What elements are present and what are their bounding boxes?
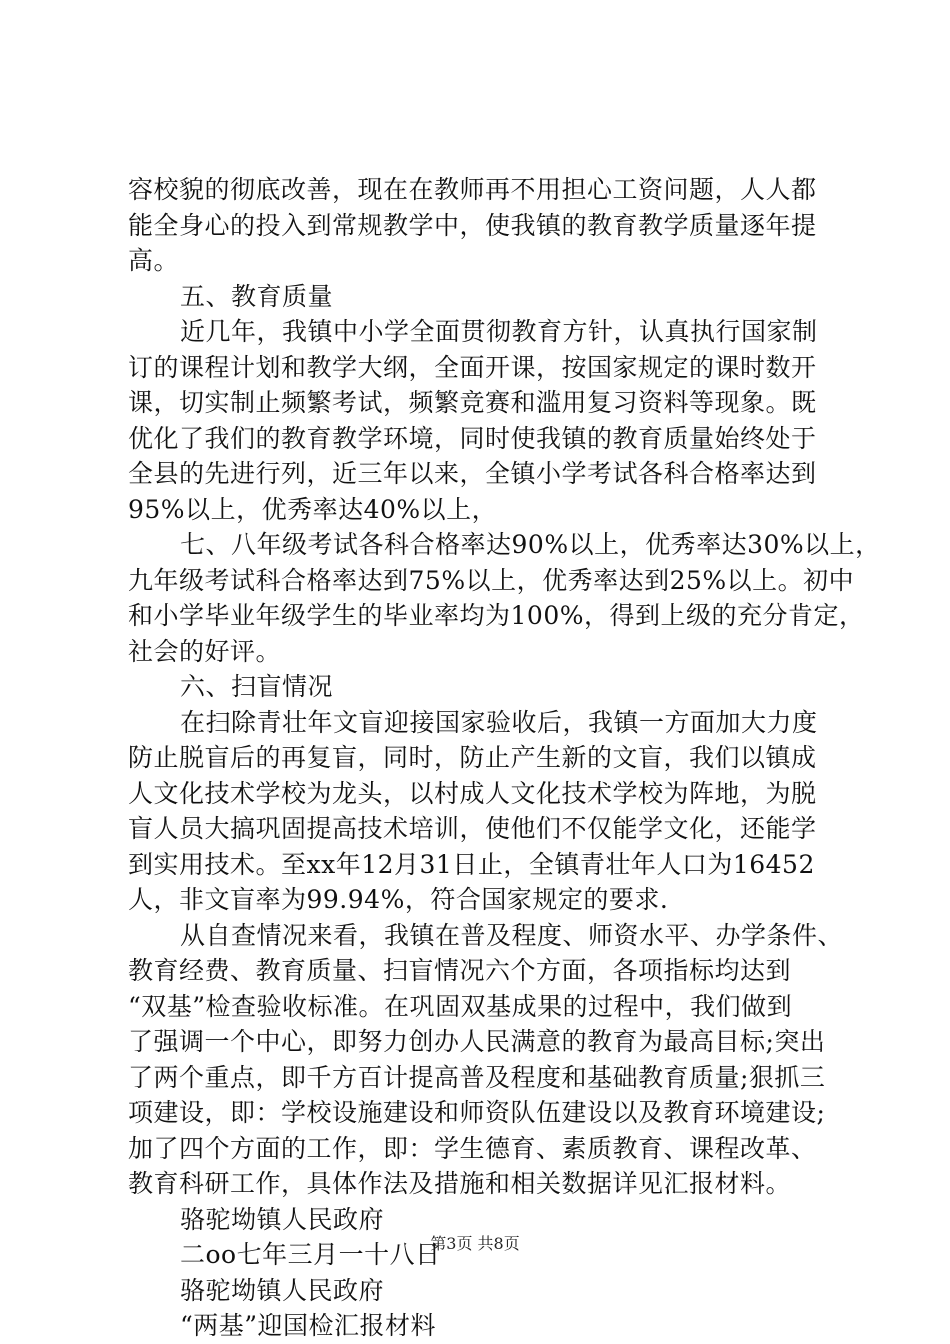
text-line: 二oo七年三月一十八日 [180, 1240, 441, 1269]
text-line: 五、教育质量 [180, 281, 334, 311]
text-line: 了两个重点，即千方百计提高普及程度和基础教育质量;狠抓三 [128, 1062, 826, 1092]
text-line: 高。 [128, 246, 180, 275]
text-line: 到实用技术。至xx年12月31日止，全镇青壮年人口为16452 [128, 849, 815, 879]
text-line: 盲人员大搞巩固提高技术培训，使他们不仅能学文化，还能学 [128, 814, 817, 843]
text-line: 加了四个方面的工作，即：学生德育、素质教育、课程改革、 [128, 1133, 817, 1163]
text-line: 人，非文盲率为99.94%，符合国家规定的要求. [128, 885, 669, 914]
text-line: 项建设，即：学校设施建设和师资队伍建设以及教育环境建设; [128, 1098, 826, 1127]
text-line: 七、八年级考试各科合格率达90%以上，优秀率达30%以上， [180, 530, 881, 559]
text-line: 社会的好评。 [128, 636, 282, 666]
text-line: “两基”迎国检汇报材料 [180, 1311, 437, 1340]
text-line: 了强调一个中心，即努力创办人民满意的教育为最高目标;突出 [128, 1027, 826, 1056]
text-line: 教育科研工作，具体作法及措施和相关数据详见汇报材料。 [128, 1169, 792, 1198]
text-line: 防止脱盲后的再复盲，同时，防止产生新的文盲，我们以镇成 [128, 743, 817, 772]
page-number-footer: 第3页 共8页 [430, 1234, 520, 1253]
text-line: 九年级考试科合格率达到75%以上，优秀率达到25%以上。初中 [128, 565, 855, 595]
text-line: 容校貌的彻底改善，现在在教师再不用担心工资问题，人人都 [128, 175, 817, 204]
text-line: 全县的先进行列，近三年以来，全镇小学考试各科合格率达到 [128, 459, 817, 488]
text-line: 订的课程计划和教学大纲，全面开课，按国家规定的课时数开 [128, 352, 817, 382]
text-line: 95%以上，优秀率达40%以上， [128, 494, 498, 524]
document-body [128, 172, 881, 1344]
text-line: 在扫除青壮年文盲迎接国家验收后，我镇一方面加大力度 [180, 707, 818, 737]
text-line: 人文化技术学校为龙头，以村成人文化技术学校为阵地，为脱 [128, 778, 817, 808]
text-line: 骆驼坳镇人民政府 [180, 1204, 385, 1234]
text-line: 教育经费、教育质量、扫盲情况六个方面，各项指标均达到 [128, 956, 792, 985]
text-line: 六、扫盲情况 [180, 672, 334, 701]
text-line: 骆驼坳镇人民政府 [180, 1275, 385, 1305]
text-line: “双基”检查验收标准。在巩固双基成果的过程中，我们做到 [128, 991, 793, 1021]
text-line: 近几年，我镇中小学全面贯彻教育方针，认真执行国家制 [180, 317, 818, 346]
text-line: 和小学毕业年级学生的毕业率均为100%，得到上级的充分肯定， [128, 601, 865, 630]
text-line: 优化了我们的教育教学环境，同时使我镇的教育质量始终处于 [128, 423, 817, 453]
text-line: 能全身心的投入到常规教学中，使我镇的教育教学质量逐年提 [128, 210, 817, 240]
text-line: 课，切实制止频繁考试，频繁竞赛和滥用复习资料等现象。既 [128, 388, 817, 417]
text-line: 从自查情况来看，我镇在普及程度、师资水平、办学条件、 [180, 920, 844, 950]
